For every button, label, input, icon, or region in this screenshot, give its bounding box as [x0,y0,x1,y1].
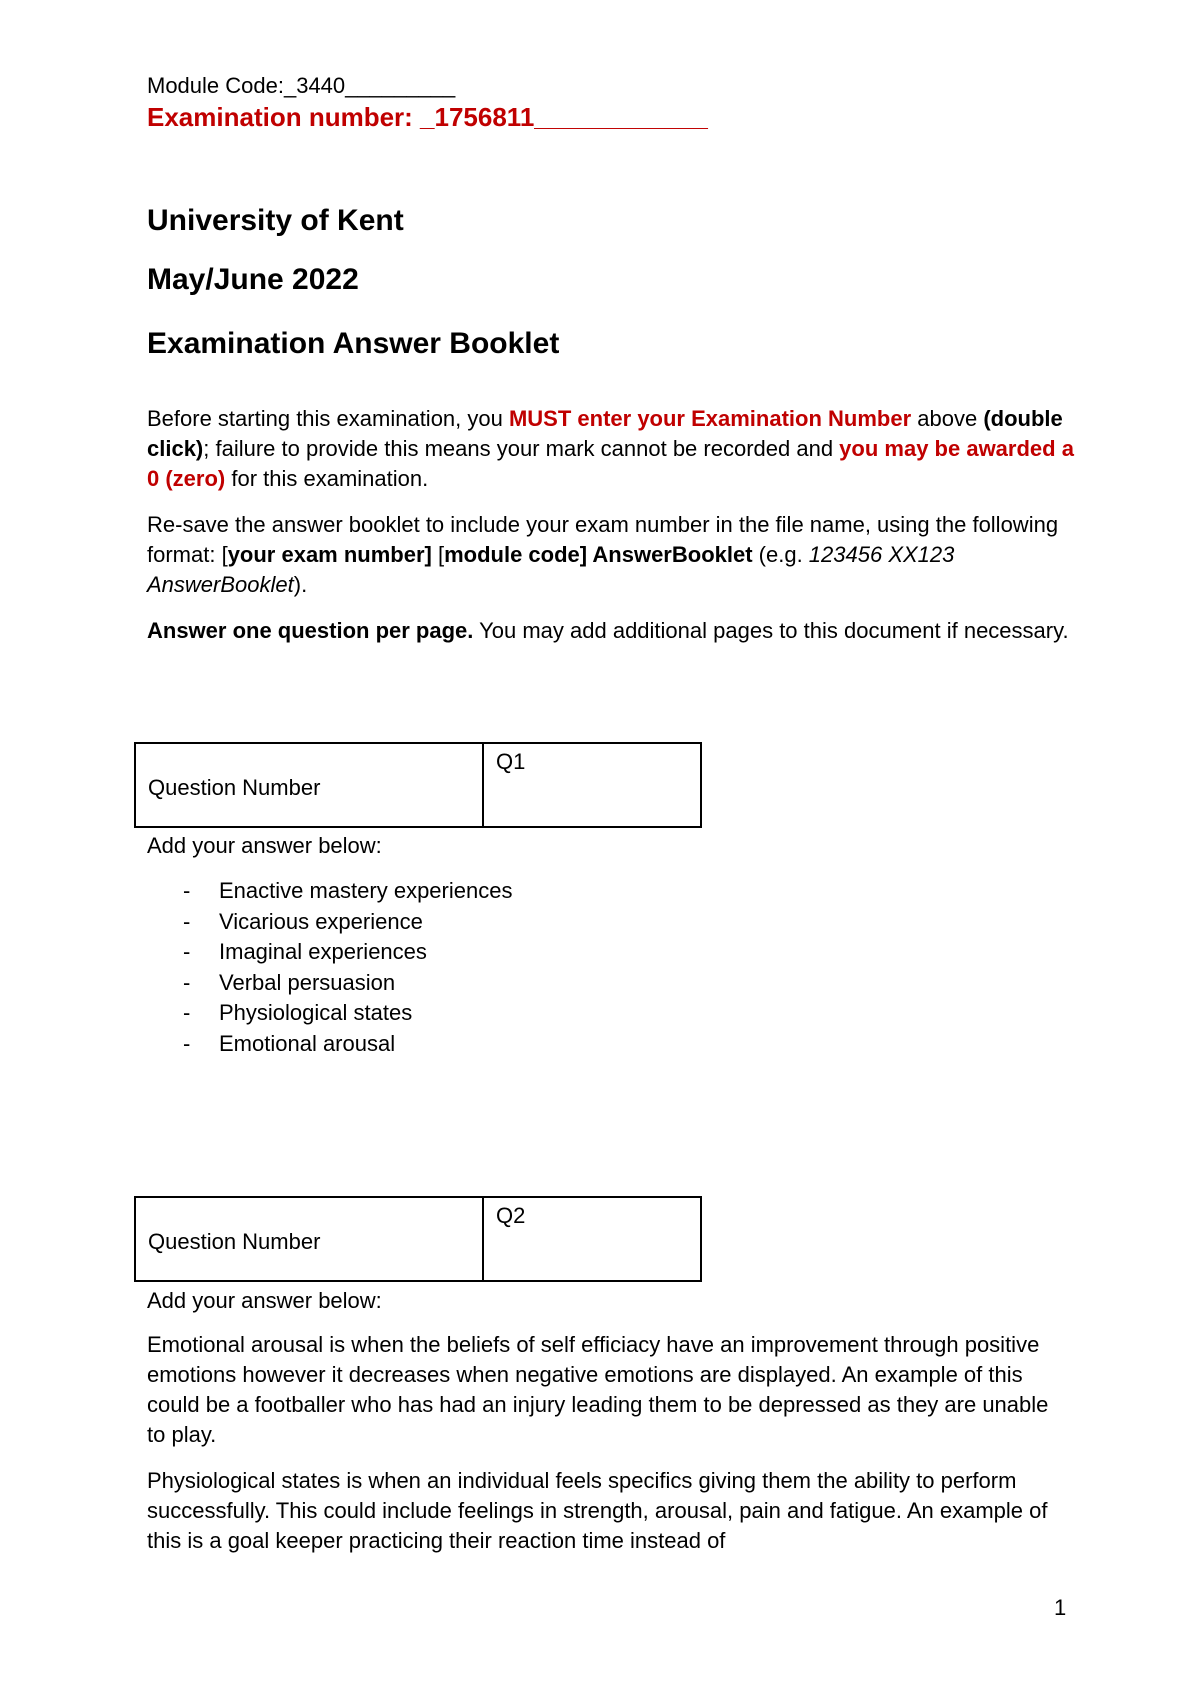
question-number-table-q1 [134,742,702,828]
instruction-text: You may add additional pages to this document if necessary. [473,618,1069,643]
question-number-value-cell[interactable] [483,743,701,827]
instruction-bold: your exam number] [227,542,432,567]
add-answer-label: Add your answer below: [147,833,382,858]
instruction-text: ; failure to provide this means your mark cannot be recorded and [203,436,840,461]
instruction-text: for this examination. [225,466,429,491]
instruction-italic-example: 123456 XX123 AnswerBooklet [147,542,955,597]
instruction-bold: module code] AnswerBooklet [444,542,753,567]
instruction-one-per-page [147,616,1077,646]
instruction-resave [147,510,1077,600]
dash-bullet: - [183,939,191,964]
instruction-exam-number [147,404,1077,494]
list-item[interactable] [183,907,512,938]
list-item-text[interactable]: Physiological states [219,1000,413,1025]
dash-bullet: - [183,908,191,934]
university-title: University of Kent [147,204,404,237]
instruction-emphasis: you may be awarded a 0 (zero) [147,436,1074,491]
question-number-label: Question Number [148,775,321,800]
dash-bullet: - [183,878,191,903]
dash-bullet: - [183,1030,191,1056]
instruction-emphasis: MUST enter your Examination Number [508,406,912,431]
page-number: 1 [1054,1595,1067,1620]
q2-answer-paragraph[interactable]: Physiological states is when an individual feels specifics giving them the ability to perform successfully. This could include feelings in strength, arousal, pain and fatigue. An example of this is a goal keeper practicing their reaction time instead of [147,1468,1048,1553]
list-item[interactable] [183,876,512,907]
instruction-text: [ [431,542,445,567]
question-number-label: Question Number [148,1229,321,1254]
booklet-title: Examination Answer Booklet [147,327,560,360]
add-answer-label: Add your answer below: [147,1288,382,1313]
list-item-text[interactable]: Enactive mastery experiences [219,878,513,903]
list-item[interactable] [183,937,512,968]
instruction-text: above [911,406,984,431]
question-number-label-cell [135,743,483,827]
dash-bullet: - [183,1000,191,1025]
instruction-text: Before starting this examination, you [147,406,509,431]
question-number-label-cell [135,1197,483,1281]
question-number-value-cell[interactable] [483,1197,701,1281]
q1-answer-list[interactable] [183,876,512,1059]
question-number-table-q2 [134,1196,702,1282]
instruction-text: Re-save the answer booklet to include your exam number in the file name, using the following format: [ [147,512,1059,567]
list-item-text[interactable]: Vicarious experience [219,908,423,934]
q2-answer-paragraph[interactable]: Emotional arousal is when the beliefs of self efficiacy have an improvement through positive emotions however it decreases when negative emotions are displayed. An example of this could be a footballer who has had an injury leading them to be depressed as they are unable to play. [147,1332,1049,1447]
instruction-text: ). [293,572,308,597]
list-item-text[interactable]: Imaginal experiences [219,939,427,964]
question-number-value[interactable]: Q2 [496,1203,526,1228]
instruction-bold: Answer one question per page. [147,618,474,643]
list-item[interactable] [183,998,512,1029]
instruction-bold: (double click) [147,406,1063,461]
dash-bullet: - [183,969,191,995]
list-item[interactable] [183,1029,512,1060]
exam-period-title: May/June 2022 [147,263,359,296]
module-code-line[interactable]: Module Code:_3440_________ [147,73,456,98]
instruction-text: (e.g. [752,542,809,567]
examination-number-field[interactable]: Examination number: _1756811____________ [147,102,708,132]
question-number-value[interactable]: Q1 [496,749,526,774]
list-item[interactable] [183,968,512,999]
list-item-text[interactable]: Emotional arousal [219,1030,396,1056]
list-item-text[interactable]: Verbal persuasion [219,969,396,995]
